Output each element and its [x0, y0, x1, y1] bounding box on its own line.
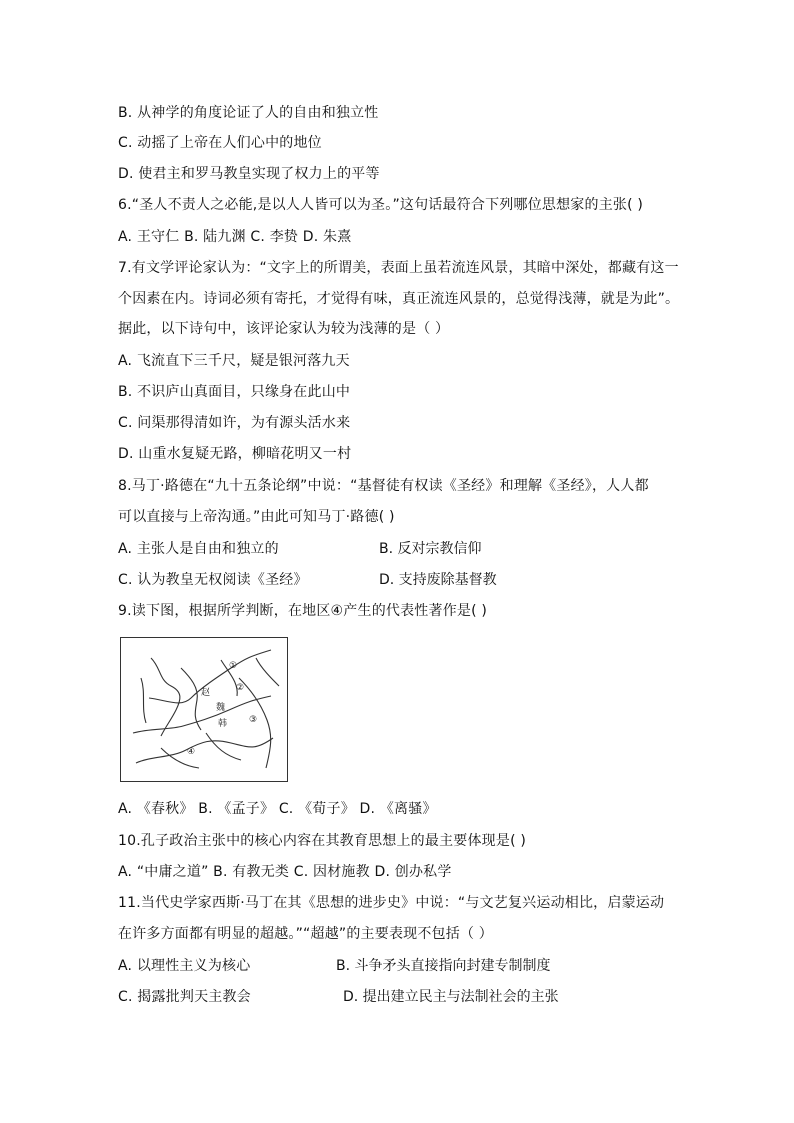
q7-option-a: A. 飞流直下三千尺，疑是银河落九天 [118, 353, 350, 369]
question-7-line3: 据此，以下诗句中，该评论家认为较为浅薄的是（ ） [118, 321, 450, 337]
question-7-line1: 7.有文学评论家认为：“文字上的所谓美，表面上虽若流连风景，其暗中深处，都藏有这一 [118, 260, 679, 276]
question-11-line2: 在许多方面都有明显的超越。”“超越”的主要表现不包括（ ） [118, 926, 494, 942]
map-label-wei: 魏 [216, 703, 226, 713]
q11-option-d: D. 提出建立民主与法制社会的主张 [343, 989, 559, 1005]
map-label-zhao: 赵 [201, 688, 211, 698]
question-10: 10.孔子政治主张中的核心内容在其教育思想上的最主要体现是( ) [118, 833, 527, 849]
map-marker-4: ④ [187, 747, 196, 757]
q5-option-d: D. 使君主和罗马教皇实现了权力上的平等 [118, 166, 380, 182]
question-9: 9.读下图，根据所学判断，在地区④产生的代表性著作是( ) [118, 603, 488, 619]
q7-option-c: C. 问渠那得清如许，为有源头活水来 [118, 415, 351, 431]
q8-option-a: A. 主张人是自由和独立的 [118, 541, 279, 557]
q10-options: A. “中庸之道” B. 有教无类 C. 因材施教 D. 创办私学 [118, 864, 452, 880]
q11-option-a: A. 以理性主义为核心 [118, 958, 251, 974]
map-marker-1: ① [229, 661, 238, 671]
q8-option-b: B. 反对宗教信仰 [379, 541, 482, 557]
question-8-line1: 8.马丁·路德在“九十五条论纲”中说：“基督徒有权读《圣经》和理解《圣经》，人人都 [118, 478, 649, 494]
q11-option-c: C. 揭露批判天主教会 [118, 989, 251, 1005]
question-7-line2: 个因素在内。诗词必须有寄托，才觉得有味，真正流连风景的，总觉得浅薄，就是为此”。 [118, 291, 680, 307]
warring-states-map [120, 637, 288, 782]
question-8-line2: 可以直接与上帝沟通。”由此可知马丁·路德( ) [118, 509, 395, 525]
map-drawing [121, 638, 287, 781]
q7-option-d: D. 山重水复疑无路，柳暗花明又一村 [118, 446, 352, 462]
q8-option-d: D. 支持废除基督教 [379, 572, 497, 588]
q7-option-b: B. 不识庐山真面目，只缘身在此山中 [118, 384, 351, 400]
q5-option-b: B. 从神学的角度论证了人的自由和独立性 [118, 105, 379, 121]
q6-options: A. 王守仁 B. 陆九渊 C. 李贽 D. 朱熹 [118, 229, 352, 245]
q5-option-c: C. 动摇了上帝在人们心中的地位 [118, 135, 322, 151]
q11-option-b: B. 斗争矛头直接指向封建专制制度 [336, 958, 551, 974]
q8-option-c: C. 认为教皇无权阅读《圣经》 [118, 572, 308, 588]
map-label-han: 韩 [218, 719, 228, 729]
q9-options: A. 《春秋》 B. 《孟子》 C. 《荀子》 D. 《离骚》 [118, 801, 437, 817]
map-marker-2: ② [236, 683, 245, 693]
question-11-line1: 11.当代史学家西斯·马丁在其《思想的进步史》中说：“与文艺复兴运动相比，启蒙运动 [118, 895, 665, 911]
map-marker-3: ③ [249, 715, 258, 725]
question-6: 6.“圣人不责人之必能,是以人人皆可以为圣。”这句话最符合下列哪位思想家的主张( ) [118, 197, 644, 213]
